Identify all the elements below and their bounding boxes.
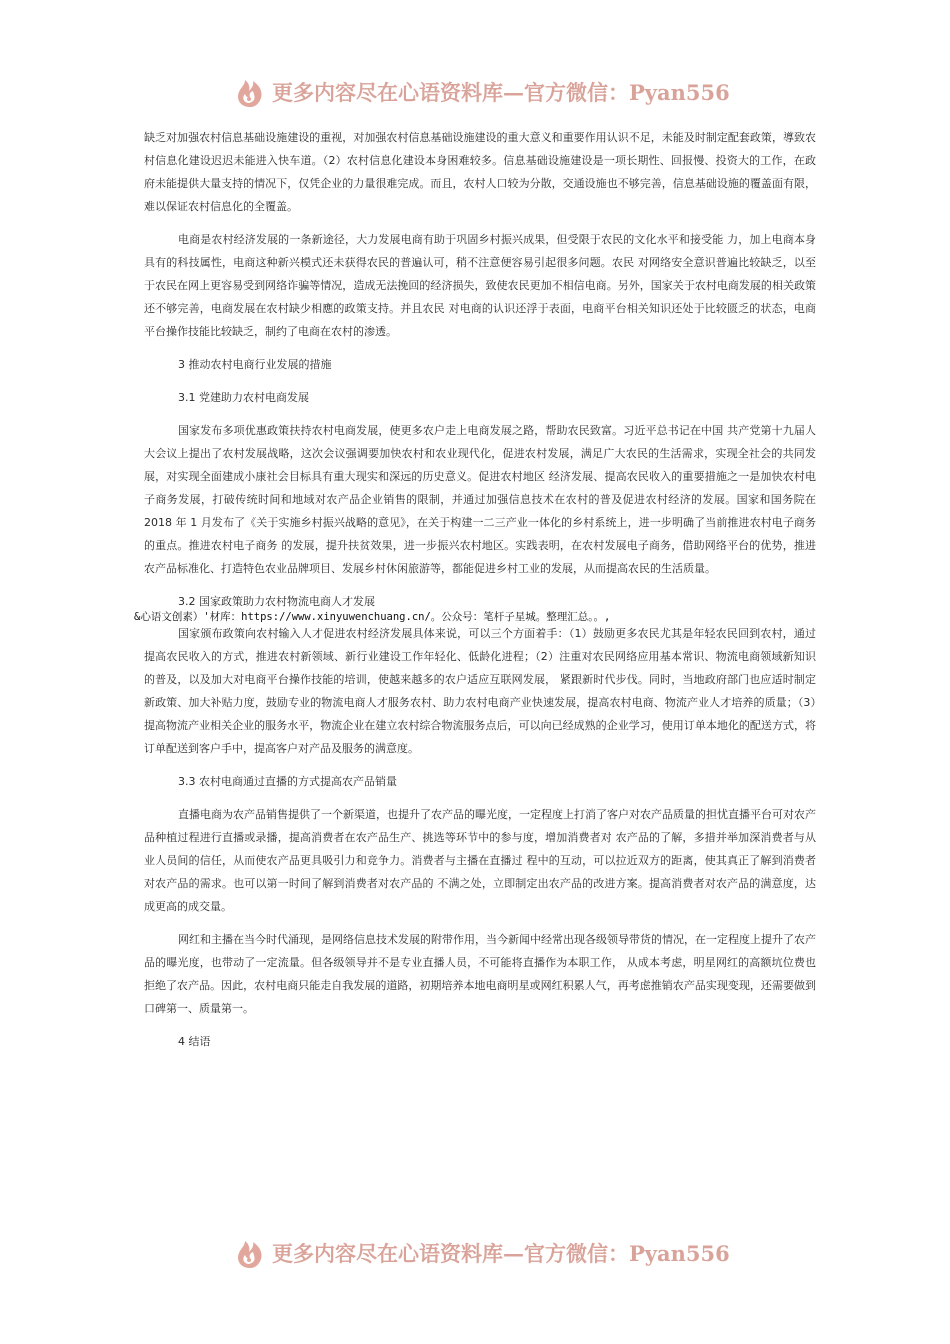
banner-text: 更多内容尽在心语资料库—官方微信：Pyan556 (272, 80, 730, 105)
paragraph: 国家颁布政策向农村输入人才促进农村经济发展具体来说，可以三个方面着手：（1）鼓励更多农民尤其是年轻农民回到农村，通过提高农民收入的方式，推进农村新领域、新行业建设工作年轻化、低龄化进程；（2）注重对农民网络应用基本常识、物流电商领域新知识的普及，以及加大对电商平台操作技能的培训，使越来越多的农户适应互联网发展， 紧跟新时代步伐。同时，当地政府部门也应适时制定新政策、加大补贴力度，鼓励专业的物流电商人才服务农村、助力农村电商产业快速发展，提高农村电商、物流产业人才培养的质量；（3）提高物流产业相关企业的服务水平，物流企业在建立农村综合物流服务点后，可以向已经成熟的企业学习，使用订单本地化的配送方式，将订单配送到客户手中，提高客户对产品及服务的满意度。 (144, 627, 816, 755)
watermark-text: &心语文创素）'材库：https://www.xinyuwenchuang.cn/。公众号：笔杆子星城。整理汇总。。, (134, 611, 611, 623)
paragraph: 缺乏对加强农村信息基础设施建设的重视，对加强农村信息基础设施建设的重大意义和重要作用认识不足，未能及时制定配套政策，導致农村信息化建设迟迟未能进入快车道。（2）农村信息化建设本身困难较多。信息基础设施建设是一项长期性、回报慢、投资大的工作，在政府未能提供大量支持的情况下，仅凭企业的力量很难完成。而且，农村人口较为分散，交通设施也不够完善，信息基础设施的覆盖面有限，难以保证农村信息化的全覆盖。 (144, 131, 816, 213)
flame-swirl-logo-icon (232, 74, 268, 110)
header-banner (232, 72, 732, 112)
section-heading: 3 推动农村电商行业发展的措施 (178, 358, 332, 371)
paragraph: 直播电商为农产品销售提供了一个新渠道，也提升了农产品的曝光度，一定程度上打消了客户对农产品质量的担忧直播平台可对农产品种植过程进行直播或录播，提高消费者在农产品生产、挑选等环节中的参与度，增加消费者对 农产品的了解，多措并举加深消费者与从业人员间的信任，从而使农产品更具吸引力和竞争力。消费者与主播在直播过 程中的互动，可以拉近双方的距离，使其真正了解到消费者对农产品的需求。也可以第一时间了解到消费者对农产品的 不满之处，立即制定出农产品的改进方案。提高消费者对农产品的满意度，达成更高的成交量。 (144, 808, 816, 913)
document-body (134, 126, 816, 1063)
banner-text: 更多内容尽在心语资料库—官方微信：Pyan556 (272, 1241, 730, 1266)
footer-banner (232, 1233, 732, 1273)
paragraph: 网红和主播在当今时代涌现，是网络信息技术发展的附带作用，当今新闻中经常出现各级领导带货的情况，在一定程度上提升了农产品的曝光度，也带动了一定流量。但各级领导并不是专业直播人员，不可能将直播作为本职工作， 从成本考虑，明星网红的高额坑位费也拒绝了农产品。因此，农村电商只能走自我发展的道路，初期培养本地电商明星或网红积累人气，再考虑推销农产品实现变现，还需要做到口碑第一、质量第一。 (144, 933, 816, 1015)
flame-swirl-logo-icon (232, 1235, 268, 1271)
paragraph: 国家发布多项优惠政策扶持农村电商发展，使更多农户走上电商发展之路，帮助农民致富。习近平总书记在中国 共产党第十九届人大会议上提出了农村发展战略，这次会议强调要加快农村和农业现代化，促进农村发展，满足广大农民的生活需求，实现全社会的共同发展，对实现全面建成小康社会目标具有重大现实和深远的历史意义。促进农村地区 经济发展、提高农民收入的重要措施之一是加快农村电子商务发展，打破传统时间和地域对农产品企业销售的限制，并通过加强信息技术在农村的普及促进农村经济的发展。国家和国务院在 2018 年 1 月发布了《关于实施乡村振兴战略的意见》，在关于构建一二三产业一体化的乡村系统上，进一步明确了当前推进农村电子商务的重点。推进农村电子商务 的发展，提升扶贫效果，进一步振兴农村地区。实践表明，在农村发展电子商务，借助网络平台的优势，推进农产品标准化、打造特色农业品牌项目、发展乡村休闲旅游等，都能促进乡村工业的发展，从而提高农民的生活质量。 (144, 424, 816, 575)
subsection-heading: 3.1 党建助力农村电商发展 (178, 391, 309, 404)
subsection-heading: 3.2 国家政策助力农村物流电商人才发展 (178, 595, 375, 608)
paragraph: 电商是农村经济发展的一条新途径，大力发展电商有助于巩固乡村振兴成果，但受限于农民的文化水平和接受能 力，加上电商本身具有的科技属性，电商这种新兴模式还未获得农民的普遍认可，稍不注意便容易引起很多问题。农民 对网络安全意识普遍比较缺乏，以至于农民在网上更容易受到网络诈骗等情况，造成无法挽回的经济损失，致使农民更加不相信电商。另外，国家关于农村电商发展的相关政策还不够完善，电商发展在农村缺少相應的政策支持。并且农民 对电商的认识还浮于表面，电商平台相关知识还处于比较匮乏的状态，电商平台操作技能比较缺乏，制约了电商在农村的渗透。 (144, 233, 816, 338)
section-heading: 4 结语 (178, 1035, 211, 1048)
subsection-heading: 3.3 农村电商通过直播的方式提高农产品销量 (178, 775, 397, 788)
